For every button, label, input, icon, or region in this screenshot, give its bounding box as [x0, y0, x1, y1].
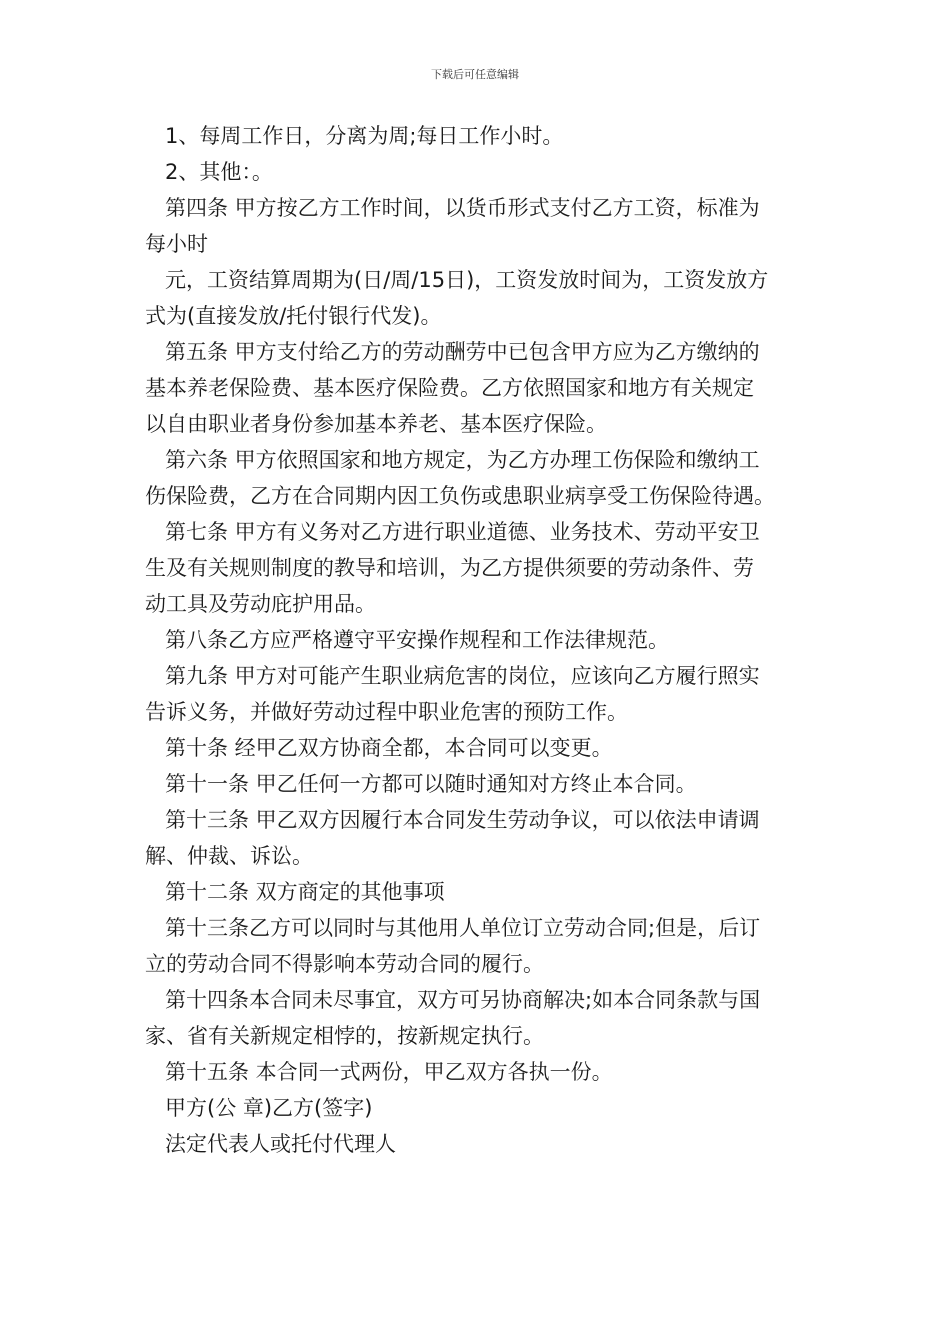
text-line: 第十三条乙方可以同时与其他用人单位订立劳动合同;但是，后订 [165, 916, 761, 940]
text-line: 第七条 甲方有义务对乙方进行职业道德、业务技术、劳动平安卫 [165, 520, 760, 544]
text-line: 第十三条 甲乙双方因履行本合同发生劳动争议，可以依法申请调 [165, 808, 760, 832]
text-line: 第八条乙方应严格遵守平安操作规程和工作法律规范。 [165, 628, 669, 652]
text-line: 第十条 经甲乙双方协商全都，本合同可以变更。 [165, 736, 613, 760]
text-line: 生及有关规则制度的教导和培训，为乙方提供须要的劳动条件、劳 [145, 556, 754, 580]
text-line: 1、每周工作日，分离为周;每日工作小时。 [165, 124, 564, 148]
text-line: 家、省有关新规定相悖的，按新规定执行。 [145, 1024, 544, 1048]
text-line: 式为(直接发放/托付银行代发)。 [145, 304, 442, 328]
text-line: 法定代表人或托付代理人 [165, 1132, 396, 1156]
text-line: 甲方(公 章)乙方(签字) [165, 1096, 373, 1120]
text-line: 伤保险费，乙方在合同期内因工负伤或患职业病享受工伤保险待遇。 [145, 484, 775, 508]
text-line: 基本养老保险费、基本医疗保险费。乙方依照国家和地方有关规定 [145, 376, 754, 400]
text-line: 第十五条 本合同一式两份，甲乙双方各执一份。 [165, 1060, 613, 1084]
text-line: 第十二条 双方商定的其他事项 [165, 880, 445, 904]
text-line: 每小时 [145, 232, 208, 256]
text-line: 立的劳动合同不得影响本劳动合同的履行。 [145, 952, 544, 976]
text-line: 第五条 甲方支付给乙方的劳动酬劳中已包含甲方应为乙方缴纳的 [165, 340, 760, 364]
text-line: 解、仲裁、诉讼。 [145, 844, 313, 868]
text-line: 以自由职业者身份参加基本养老、基本医疗保险。 [145, 412, 607, 436]
text-line: 动工具及劳动庇护用品。 [145, 592, 376, 616]
text-line: 第六条 甲方依照国家和地方规定，为乙方办理工伤保险和缴纳工 [165, 448, 760, 472]
document-body [145, 118, 810, 1162]
text-line: 告诉义务，并做好劳动过程中职业危害的预防工作。 [145, 700, 628, 724]
text-line: 第四条 甲方按乙方工作时间，以货币形式支付乙方工资，标准为 [165, 196, 760, 220]
text-line: 2、其他：。 [165, 160, 273, 184]
text-line: 第十四条本合同未尽事宜，双方可另协商解决;如本合同条款与国 [165, 988, 761, 1012]
text-line: 元，工资结算周期为(日/周/15日)，工资发放时间为，工资发放方 [165, 268, 769, 292]
text-line: 第九条 甲方对可能产生职业病危害的岗位，应该向乙方履行照实 [165, 664, 760, 688]
page-header: 下载后可任意编辑 [431, 68, 519, 81]
text-line: 第十一条 甲乙任何一方都可以随时通知对方终止本合同。 [165, 772, 697, 796]
